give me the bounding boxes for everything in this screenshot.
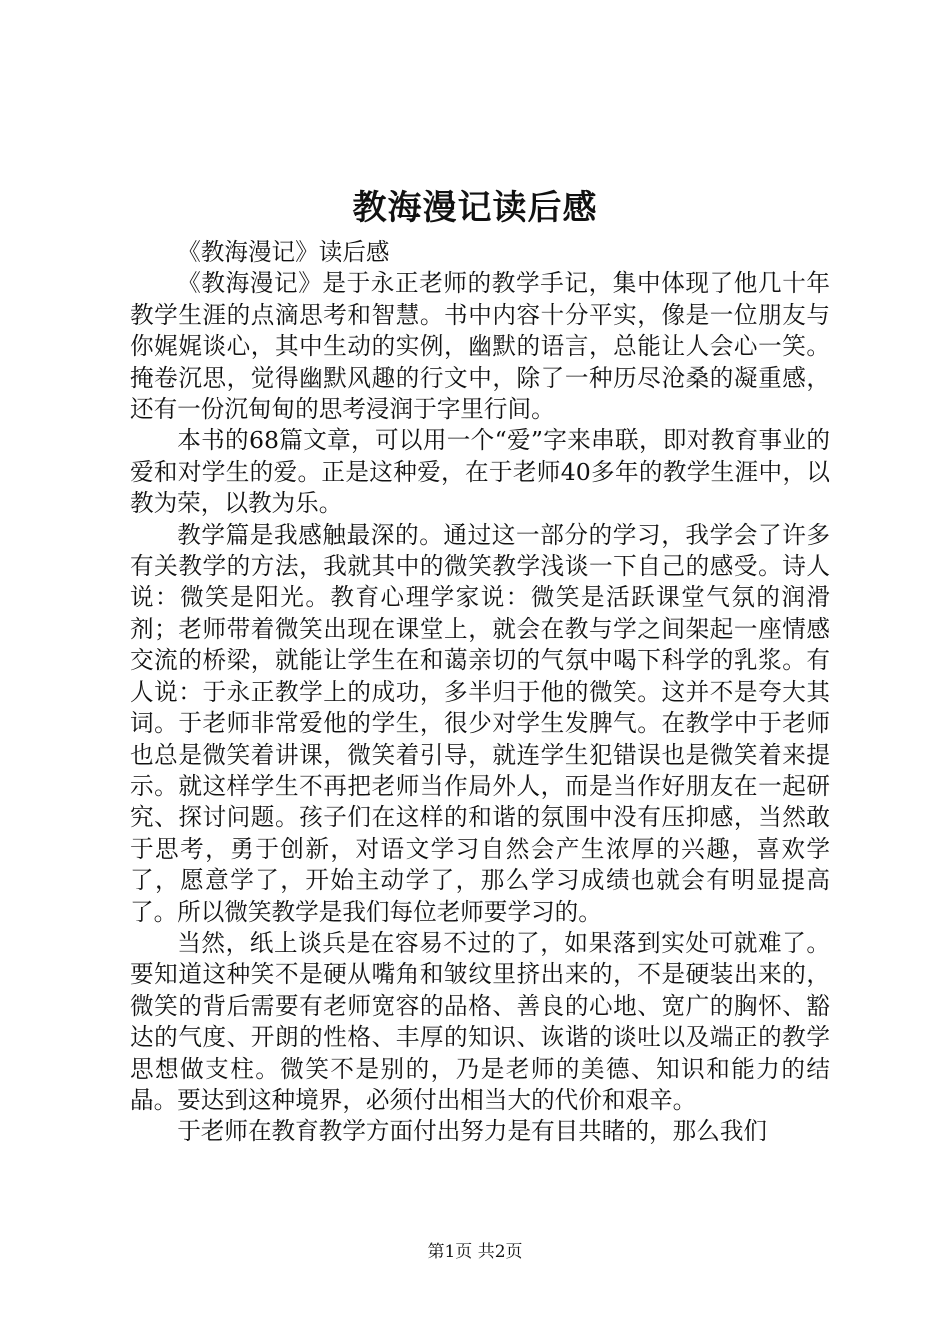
paragraph: 本书的68篇文章，可以用一个“爱”字来串联，即对教育事业的爱和对学生的爱。正是这种爱，在于老师40多年的教学生涯中，以教为荣，以教为乐。 xyxy=(130,426,830,518)
paragraph: 当然，纸上谈兵是在容易不过的了，如果落到实处可就难了。要知道这种笑不是硬从嘴角和皱纹里挤出来的，不是硬装出来的，微笑的背后需要有老师宽容的品格、善良的心地、宽广的胸怀、豁达的气度、开朗的性格、丰厚的知识、诙谐的谈吐以及端正的教学思想做支柱。微笑不是别的，乃是老师的美德、知识和能力的结晶。要达到这种境界，必须付出相当大的代价和艰辛。 xyxy=(130,928,830,1114)
paragraph: 《教海漫记》是于永正老师的教学手记，集中体现了他几十年教学生涯的点滴思考和智慧。书中内容十分平实，像是一位朋友与你娓娓谈心，其中生动的实例，幽默的语言，总能让人会心一笑。掩卷沉思，觉得幽默风趣的行文中，除了一种历尽沧桑的凝重感，还有一份沉甸甸的思考浸润于字里行间。 xyxy=(130,269,830,424)
paragraph: 于老师在教育教学方面付出努力是有目共睹的，那么我们 xyxy=(177,1117,768,1146)
paragraph: 教学篇是我感触最深的。通过这一部分的学习，我学会了许多有关教学的方法，我就其中的微笑教学浅谈一下自己的感受。诗人说：微笑是阳光。教育心理学家说：微笑是活跃课堂气氛的润滑剂；老师带着微笑出现在课堂上，就会在教与学之间架起一座情感交流的桥梁，就能让学生在和蔼亲切的气氛中喝下科学的乳浆。有人说：于永正教学上的成功，多半归于他的微笑。这并不是夸大其词。于老师非常爱他的学生，很少对学生发脾气。在教学中于老师也总是微笑着讲课，微笑着引导，就连学生犯错误也是微笑着来提示。就这样学生不再把老师当作局外人，而是当作好朋友在一起研究、探讨问题。孩子们在这样的和谐的氛围中没有压抑感，当然敢于思考，勇于创新，对语文学习自然会产生浓厚的兴趣，喜欢学了，愿意学了，开始主动学了，那么学习成绩也就会有明显提高了。所以微笑教学是我们每位老师要学习的。 xyxy=(130,520,830,926)
document-body xyxy=(130,237,830,1148)
document-title: 教海漫记读后感 xyxy=(352,188,598,228)
paragraph-subtitle: 《教海漫记》读后感 xyxy=(177,238,390,266)
page-number-footer: 第1页 共2页 xyxy=(427,1242,523,1262)
